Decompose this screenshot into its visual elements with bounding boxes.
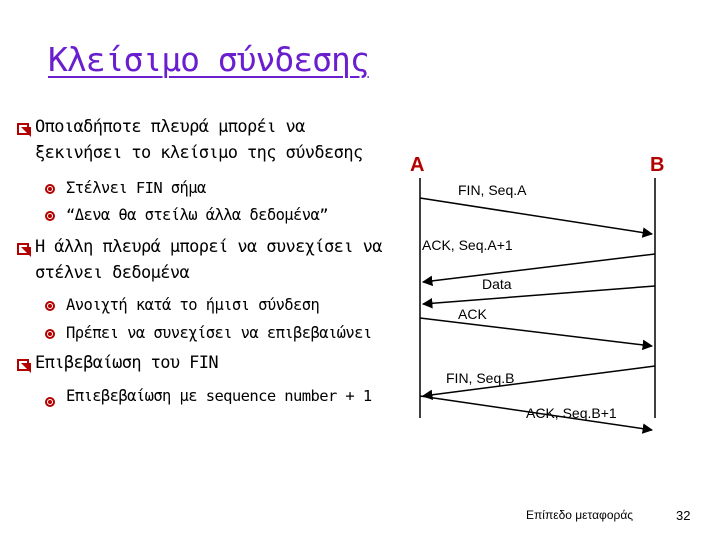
arrow-data [423,286,655,304]
bullet-text: Η άλλη πλευρά μπορεί να συνεχίσει να [35,237,382,257]
message-label: FIN, Seq.A [458,182,527,198]
sub-bullet-text: Στέλνει FIN σήμα [66,179,206,197]
bullet-text: Επιβεβαίωση του FIN [35,353,219,373]
sub-bullet-text: “Δενα θα στείλω άλλα δεδομένα” [66,206,328,224]
message-label: FIN, Seq.B [446,370,515,386]
host-b-label: B [650,154,665,176]
arrow-fin-a [420,198,652,234]
bullet-text: στέλνει δεδομένα [35,263,190,283]
footer-label: Επίπεδο μεταφοράς [526,508,634,522]
bullet-text: Οποιαδήποτε πλευρά μπορέι να [35,117,305,137]
message-label: Data [482,276,512,292]
host-a-label: A [410,154,425,176]
bullet-text: ξεκινήσει το κλείσιμο της σύνδεσης [35,143,363,163]
arrow-ack [420,318,652,346]
page-number: 32 [676,508,691,523]
sub-bullet-text: Ανοιχτή κατά το ήμισι σύνδεση [66,296,320,314]
message-label: ACK, Seq.A+1 [422,237,513,253]
message-label: ACK [458,306,487,322]
sub-bullet-text: Επιεβεβαίωση με sequence number + 1 [66,387,372,405]
message-label: ACK, Seq.B+1 [526,405,617,421]
sub-bullet-text: Πρέπει να συνεχίσει να επιβεβαιώνει [66,324,372,342]
slide-title: Κλείσιμο σύνδεσης [48,40,369,79]
arrow-ack-a [423,254,655,282]
